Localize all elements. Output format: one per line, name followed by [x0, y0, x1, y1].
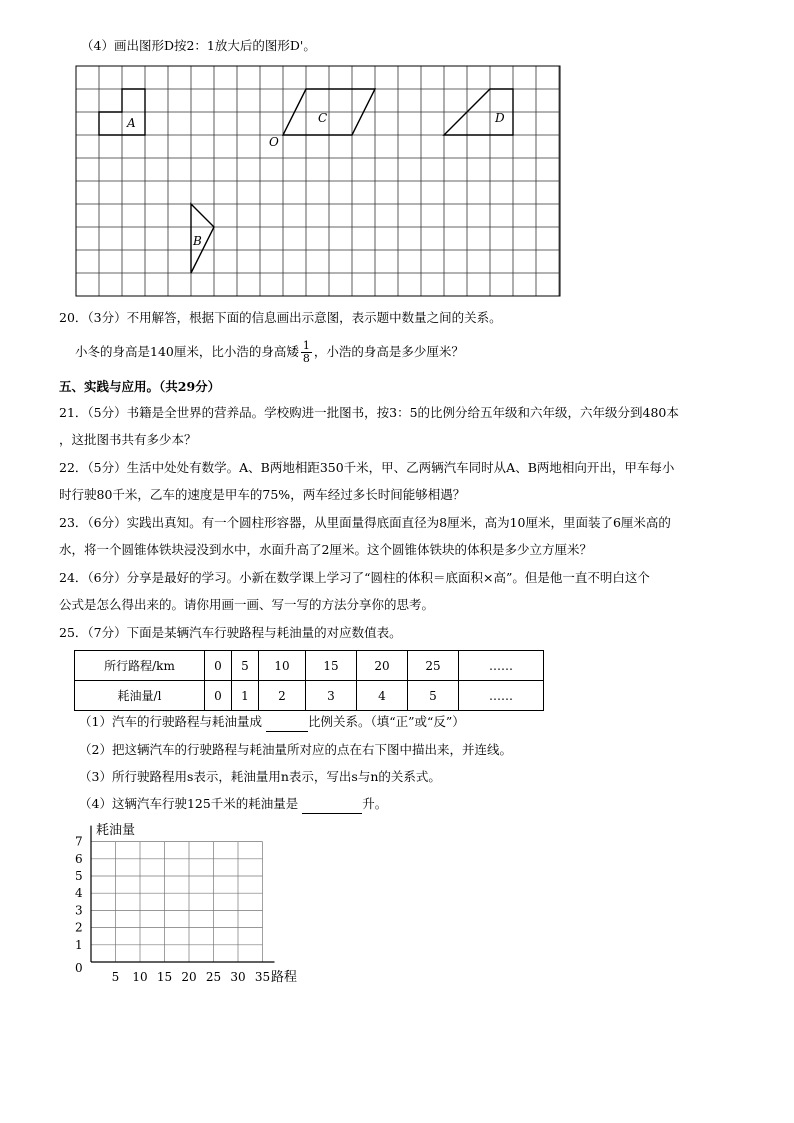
table-cell: 3 [306, 681, 357, 711]
table-cell: …… [459, 681, 544, 711]
q25-sub1-pre: （1）汽车的行驶路程与耗油量成 [79, 714, 262, 729]
table-cell: 15 [306, 651, 357, 681]
fraction [301, 340, 312, 365]
shape-a-label: A [127, 116, 136, 130]
table-cell: 4 [357, 681, 408, 711]
q22-line1: 22．（5分）生活中处处有数学。A、B两地相距350千米，甲、乙两辆汽车同时从A、B两地相向开出，甲车每小 [59, 460, 675, 475]
y-tick-label: 2 [75, 920, 83, 935]
y-tick-label: 6 [75, 851, 83, 866]
q25-sub1 [79, 713, 465, 732]
y-tick-label: 5 [75, 869, 83, 883]
y-tick-label: 4 [75, 886, 83, 901]
shape-grid [74, 64, 564, 298]
x-axis-title: 路程 [271, 970, 298, 985]
section-5-heading: 五、实践与应用。（共29分） [59, 379, 221, 394]
distance-fuel-table [74, 650, 544, 711]
table-cell: 2 [259, 681, 306, 711]
q23-line1: 23．（6分）实践出真知。有一个圆柱形容器，从里面量得底面直径为8厘米，高为10厘米，里面装了6厘米高的 [59, 515, 671, 530]
chart-axes [91, 826, 275, 962]
x-tick-label: 10 [132, 970, 148, 984]
table-cell: 1 [232, 681, 259, 711]
q19-part4: （4）画出图形D按2：1放大后的图形D'。 [81, 38, 316, 53]
x-tick-label: 20 [181, 970, 197, 984]
table-cell: 5 [408, 681, 459, 711]
table-cell: …… [459, 651, 544, 681]
q25-sub4-pre: （4）这辆汽车行驶125千米的耗油量是 [79, 796, 299, 811]
fraction-denominator: 8 [302, 352, 310, 365]
x-tick-label: 5 [111, 970, 120, 984]
q20-line2 [75, 335, 464, 369]
q25-sub4-post: 升。 [362, 796, 388, 811]
q25-sub2: （2）把这辆汽车的行驶路程与耗油量所对应的点在右下图中描出来，并连线。 [79, 742, 512, 757]
y-tick-label: 7 [75, 834, 83, 849]
table-header-distance: 所行路程/km [75, 651, 205, 681]
table-cell: 0 [205, 681, 232, 711]
table-row [75, 651, 544, 681]
table-header-fuel: 耗油量/l [75, 681, 205, 711]
q20-text-pre: 小冬的身高是140厘米，比小浩的身高矮 [75, 344, 299, 359]
point-o-label: O [269, 135, 279, 149]
x-tick-label: 35 [254, 970, 271, 984]
table-cell: 20 [357, 651, 408, 681]
q25-sub3: （3）所行驶路程用s表示，耗油量用n表示，写出s与n的关系式。 [79, 769, 441, 784]
y-axis-title: 耗油量 [96, 823, 136, 838]
fraction-numerator: 1 [302, 339, 310, 352]
y-tick-label: 3 [75, 903, 83, 918]
chart-grid [91, 842, 263, 962]
q23-line2: 水，将一个圆锥体铁块浸没到水中，水面升高了2厘米。这个圆锥体铁块的体积是多少立方厘米？ [59, 542, 592, 557]
origin-label: 0 [75, 961, 83, 975]
fuel-chart[interactable] [60, 812, 320, 992]
grid-lines [76, 66, 559, 296]
q25-sub1-post: 比例关系。（填“正”或“反”） [307, 714, 465, 729]
q20-text-post: ，小浩的身高是多少厘米？ [313, 344, 464, 359]
q21-line1: 21．（5分）书籍是全世界的营养品。学校购进一批图书，按3：5的比例分给五年级和六年级，六年级分到480本 [59, 405, 679, 420]
shape-c-label: C [318, 111, 328, 125]
q24-line2: 公式是怎么得出来的。请你用画一画、写一写的方法分享你的思考。 [59, 597, 435, 612]
q20-line1: 20．（3分）不用解答，根据下面的信息画出示意图，表示题中数量之间的关系。 [59, 310, 502, 325]
table-cell: 10 [259, 651, 306, 681]
table-cell: 0 [205, 651, 232, 681]
q25-intro: 25．（7分）下面是某辆汽车行驶路程与耗油量的对应数值表。 [59, 625, 402, 640]
x-tick-label: 15 [156, 970, 173, 984]
y-tick-label: 1 [75, 937, 83, 952]
q24-line1: 24．（6分）分享是最好的学习。小新在数学课上学习了“圆柱的体积＝底面积×高”。但是他一直不明白这个 [59, 570, 650, 585]
table-row [75, 681, 544, 711]
table-cell: 5 [232, 651, 259, 681]
table-cell: 25 [408, 651, 459, 681]
q22-line2: 时行驶80千米，乙车的速度是甲车的75%，两车经过多长时间能够相遇？ [59, 487, 466, 502]
x-tick-label: 30 [230, 970, 246, 984]
answer-blank-1[interactable] [266, 713, 308, 732]
shape-d-label: D [495, 111, 505, 125]
x-tick-label: 25 [205, 970, 222, 984]
shape-b-label: B [193, 234, 202, 248]
q21-line2: ，这批图书共有多少本？ [59, 432, 197, 447]
